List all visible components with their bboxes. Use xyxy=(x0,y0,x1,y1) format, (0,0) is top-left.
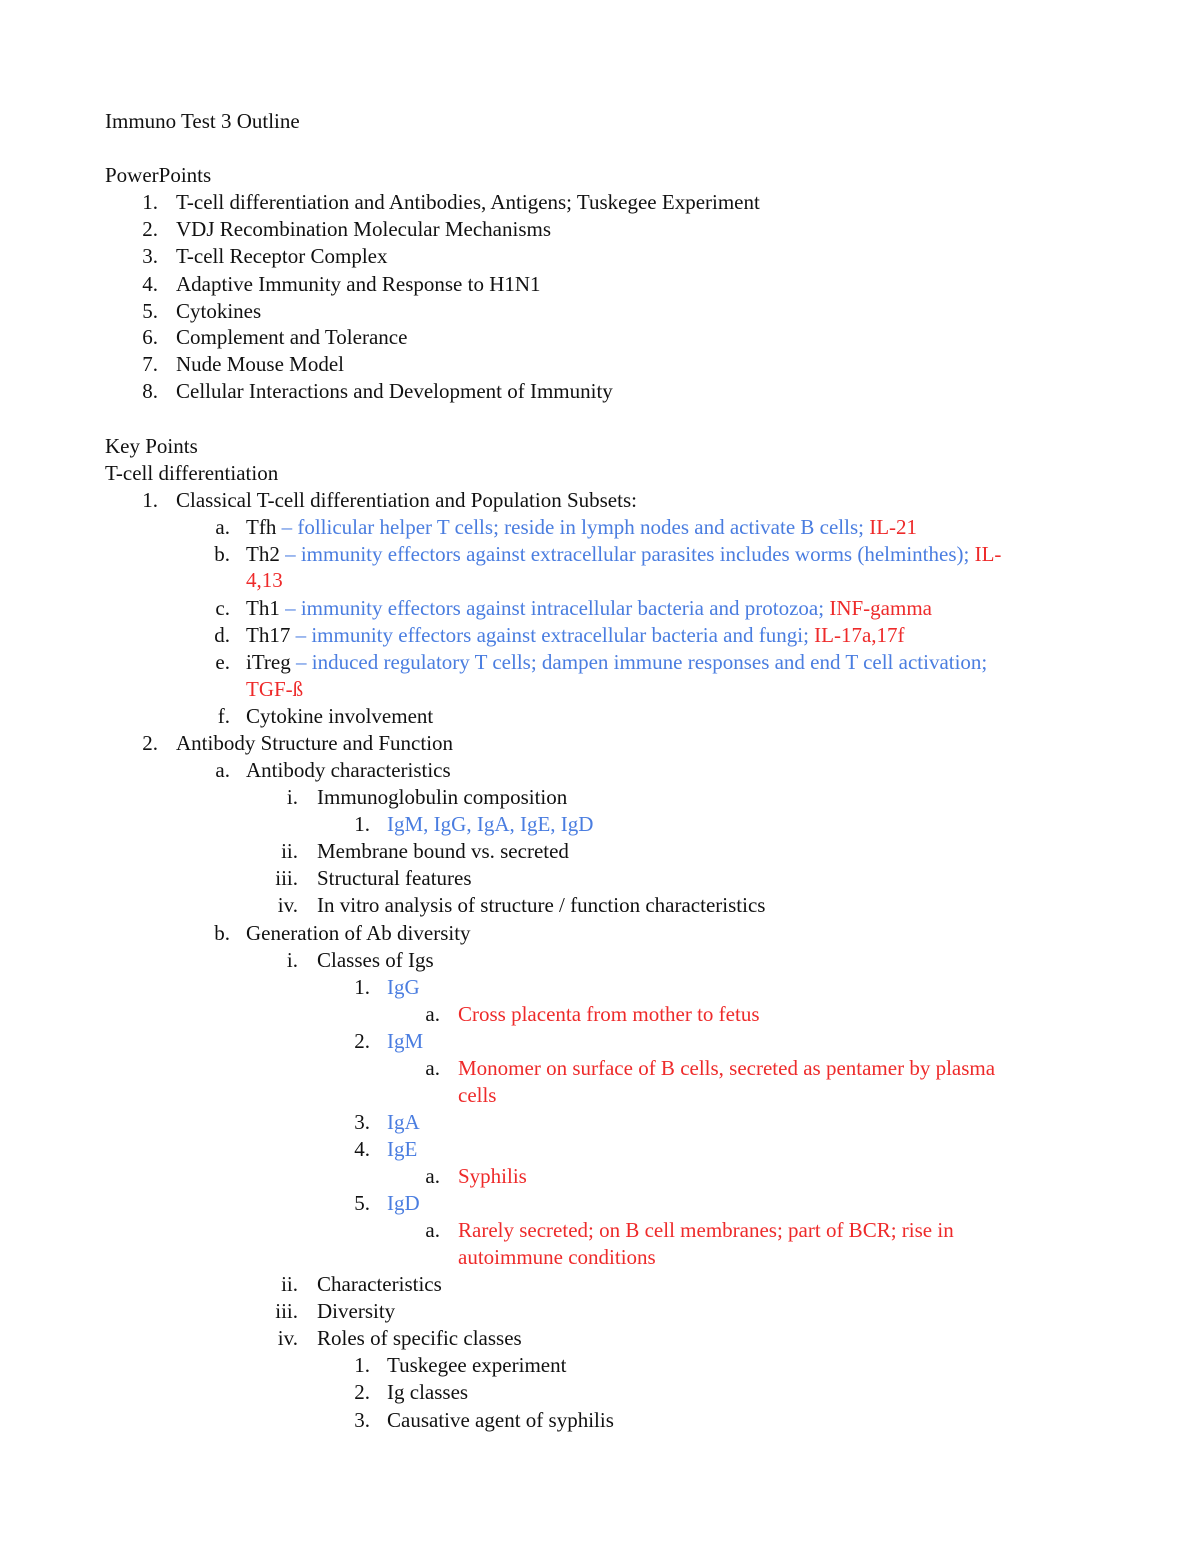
sub-mark: c. xyxy=(215,596,230,620)
list-number: 2. xyxy=(142,731,158,755)
list-item: Nude Mouse Model xyxy=(176,352,344,376)
list-item: Complement and Tolerance xyxy=(176,325,408,349)
list-item: Immunoglobulin composition xyxy=(317,785,568,809)
ig-class-note-continued: autoimmune conditions xyxy=(458,1245,656,1269)
roman-mark: iv. xyxy=(277,1326,298,1350)
roman-mark: i. xyxy=(286,785,298,809)
subset-line xyxy=(246,514,917,541)
list-number: 7. xyxy=(142,352,158,376)
list-number: 2. xyxy=(354,1029,370,1053)
list-number: 8. xyxy=(142,379,158,403)
list-item: VDJ Recombination Molecular Mechanisms xyxy=(176,217,552,241)
roman-mark: iii. xyxy=(275,1299,298,1323)
list-item: Tuskegee experiment xyxy=(387,1353,567,1377)
keypoints-heading: Key Points xyxy=(105,434,198,458)
list-number: 3. xyxy=(142,244,158,268)
sub-mark: b. xyxy=(214,921,230,945)
list-number: 1. xyxy=(354,812,370,836)
list-item: Adaptive Immunity and Response to H1N1 xyxy=(176,272,541,296)
subset-description: – immunity effectors against intracellular bacteria and protozoa; xyxy=(279,596,830,620)
list-number: 5. xyxy=(142,299,158,323)
sub-mark: d. xyxy=(214,623,230,647)
subset-term: Tfh xyxy=(246,515,277,539)
note-mark: a. xyxy=(425,1218,440,1242)
sub-mark: a. xyxy=(215,758,230,782)
list-number: 4. xyxy=(354,1137,370,1161)
subset-term: iTreg xyxy=(246,650,291,674)
sub-mark: e. xyxy=(215,650,230,674)
sub-mark: a. xyxy=(215,515,230,539)
list-item: In vitro analysis of structure / function characteristics xyxy=(317,893,766,917)
list-item: Antibody characteristics xyxy=(246,758,451,782)
subset-description: – immunity effectors against extracellular parasites includes worms (helminthes); xyxy=(279,542,975,566)
subset-cytokine: TGF-ß xyxy=(246,677,304,701)
roman-mark: iv. xyxy=(277,893,298,917)
list-item: Causative agent of syphilis xyxy=(387,1408,614,1432)
ig-class-note: Rarely secreted; on B cell membranes; part of BCR; rise in xyxy=(458,1218,954,1242)
roman-mark: i. xyxy=(286,948,298,972)
subset-description: – induced regulatory T cells; dampen immune responses and end T cell activation; xyxy=(290,650,988,674)
list-number: 1. xyxy=(354,1353,370,1377)
subset-description: – follicular helper T cells; reside in lymph nodes and activate B cells; xyxy=(276,515,870,539)
list-number: 1. xyxy=(142,488,158,512)
list-item: Ig classes xyxy=(387,1380,469,1404)
section-heading: T-cell differentiation xyxy=(105,461,279,485)
ig-class-name: IgD xyxy=(387,1191,420,1215)
subset-term: Th17 xyxy=(246,623,291,647)
list-item: Structural features xyxy=(317,866,472,890)
list-number: 5. xyxy=(354,1191,370,1215)
list-item: T-cell differentiation and Antibodies, Antigens; Tuskegee Experiment xyxy=(176,190,760,214)
list-item: Cytokines xyxy=(176,299,262,323)
list-item: Characteristics xyxy=(317,1272,442,1296)
list-item: Classes of Igs xyxy=(317,948,434,972)
subset-cytokine: INF-gamma xyxy=(829,596,932,620)
subset-line xyxy=(246,622,905,649)
subset-cytokine: IL-21 xyxy=(869,515,918,539)
ig-class-name: IgE xyxy=(387,1137,418,1161)
list-number: 6. xyxy=(142,325,158,349)
ig-class-note: Cross placenta from mother to fetus xyxy=(458,1002,760,1026)
ig-class-name: IgM xyxy=(387,1029,424,1053)
powerpoints-heading: PowerPoints xyxy=(105,163,212,187)
sub-mark: f. xyxy=(217,704,230,728)
subset-line xyxy=(246,649,987,676)
ig-class-note: Syphilis xyxy=(458,1164,527,1188)
subset-cytokine: IL-17a,17f xyxy=(814,623,905,647)
list-item: T-cell Receptor Complex xyxy=(176,244,388,268)
list-number: 3. xyxy=(354,1408,370,1432)
list-number: 1. xyxy=(354,975,370,999)
list-item: Diversity xyxy=(317,1299,396,1323)
list-item: Membrane bound vs. secreted xyxy=(317,839,569,863)
list-number: 4. xyxy=(142,272,158,296)
subset-term: Th2 xyxy=(246,542,280,566)
note-mark: a. xyxy=(425,1164,440,1188)
list-item: Generation of Ab diversity xyxy=(246,921,471,945)
list-number: 2. xyxy=(354,1380,370,1404)
list-item: Cellular Interactions and Development of Immunity xyxy=(176,379,613,403)
list-item: Antibody Structure and Function xyxy=(176,731,454,755)
subset-term: Th1 xyxy=(246,596,280,620)
note-mark: a. xyxy=(425,1056,440,1080)
list-number: 3. xyxy=(354,1110,370,1134)
list-item: Cytokine involvement xyxy=(246,704,434,728)
list-number: 1. xyxy=(142,190,158,214)
roman-mark: ii. xyxy=(281,1272,298,1296)
list-item: Classical T-cell differentiation and Population Subsets: xyxy=(176,488,637,512)
note-mark: a. xyxy=(425,1002,440,1026)
subset-cytokine: IL- xyxy=(974,542,1002,566)
subset-cytokine-continued: 4,13 xyxy=(246,568,283,592)
ig-class-name: IgG xyxy=(387,975,420,999)
roman-mark: iii. xyxy=(275,866,298,890)
ig-class-name: IgA xyxy=(387,1110,420,1134)
document-title: Immuno Test 3 Outline xyxy=(105,109,300,133)
list-number: 2. xyxy=(142,217,158,241)
sub-mark: b. xyxy=(214,542,230,566)
ig-class-note-continued: cells xyxy=(458,1083,497,1107)
list-item: Roles of specific classes xyxy=(317,1326,522,1350)
subset-line xyxy=(246,595,932,622)
subset-description: – immunity effectors against extracellular bacteria and fungi; xyxy=(290,623,815,647)
roman-mark: ii. xyxy=(281,839,298,863)
ig-list: IgM, IgG, IgA, IgE, IgD xyxy=(387,812,594,836)
subset-line xyxy=(246,541,1001,568)
ig-class-note: Monomer on surface of B cells, secreted as pentamer by plasma xyxy=(458,1056,996,1080)
